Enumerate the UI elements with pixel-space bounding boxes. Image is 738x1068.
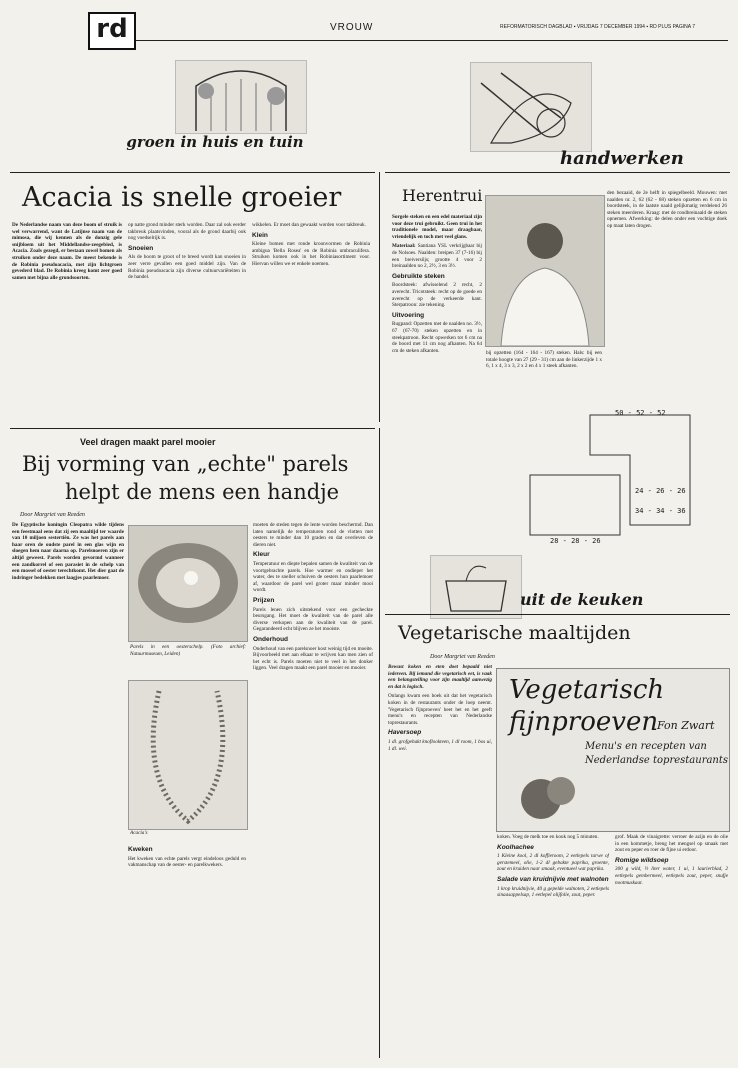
handwork-top-rule [385, 172, 730, 173]
garden-col1 [12, 222, 122, 420]
pearls-col2b-text: Temperatuur en diepte bepalen samen de kwaliteit van de voortgebrachte parels. Hoe warmer en ondieper het water, des te sneller schuiven de oesters hun paarlemoer af, waardoor de parel wel groter maar minder mooi wordt. [253, 560, 373, 594]
garden-top-rule [10, 172, 375, 173]
handwork-sub-steken: Gebruikte steken [392, 272, 445, 280]
book-promo [496, 668, 730, 832]
pearls-col2-bottom [128, 845, 246, 1050]
garden-col3b-text: Kleine bomen met ronde kroonvormen de Robinia ambigua 'Bella Rosea' en de Robinia umbraculifera. Struiken komen ook in het Robiniasortiment voor. Hiervan willen we er enkele noemen. [252, 241, 370, 267]
kitchen-banner: uit de keuken [520, 590, 644, 609]
center-divider [379, 172, 380, 422]
handwork-banner: handwerken [560, 148, 684, 169]
kitchen-top-rule [385, 614, 730, 615]
handwork-col3: den bezaaid, de 2e helft in spiegelbeeld. Mouwen: met naalden nr. 2, 62 (62 - 68) steken opzetten en 6 cm in boordsteek, in de laatste naald gelijkmatig verdelend 26 steken meerderen. Kraag: met de rondbreinaald de steken opnemen. Afwerking: de delen onder een vochtige doek op maat laten drogen. [607, 190, 727, 229]
garden-banner: groen in huis en tuin [126, 133, 304, 151]
book-author: Fon Zwart [657, 719, 715, 732]
diagram-label-2: 24 - 26 - 26 [635, 487, 686, 495]
yarn-icon [471, 63, 591, 151]
pearls-sub-prijzen: Prijzen [253, 596, 275, 604]
garden-sub-snoeien: Snoeien [128, 244, 154, 252]
handwork-sub-uitvoering: Uitvoering [392, 311, 425, 319]
pearls-col1-text: De Egyptische koningin Cleopatra wilde tijdens een feestmaal eens dat zij een maaltijd ter waarde van 10 miljoen sestertiën. Ze was het parels aan haar oren de oudste parel in een glas wijn en sloegen hem naar daarna op. Parelsnoeren zijn er altijd geweest. Parels worden gevormd wanneer een zandkorrel of een parasiet in de schelp van een mossel of oester terechtkomt. Het dier gaat de indringer bedekken met laagjes paarlemoer. [12, 522, 124, 581]
kitchen-col2-text: koken. Voeg de melk toe en kook nog 5 minuten. [497, 834, 599, 840]
pearls-sub-kleur: Kleur [253, 551, 270, 559]
book-sub-2: Nederlandse toprestaurants [585, 755, 729, 766]
garden-illustration [175, 60, 307, 134]
garden-col3-text: wikkelen. Er moet dan gewaakt worden voor takbreuk. [252, 222, 366, 228]
handwork-col1 [392, 214, 482, 540]
necklace-caption: Acacia's [130, 830, 148, 836]
kitchen-sub-wildsoep: Romige wildsoep [615, 856, 669, 864]
pearls-sub-kweken: Kweken [128, 846, 153, 853]
shell-icon [129, 526, 247, 641]
handwork-body1: Boordsteek: afwisselend 2 recht, 2 averecht. Tricotsteek: recht op de goede en averecht op de verkeerde kant. Sterpatroon: zie tekening. [392, 282, 482, 309]
oyster-caption: Parels in een oesterschelp. (Foto archief: Natuurmuseum, Leiden) [130, 644, 246, 657]
pearls-col2 [253, 522, 373, 1052]
diagram-label-4: 28 - 28 - 26 [550, 537, 601, 545]
kitchen-salad: 1 krop kruidnijvie, 40 g gepelde walnoten, 2 eetlepels sinaasappelsap, 1 eetlepel olijfolie, zout, peper. [497, 885, 609, 899]
kitchen-col2 [497, 834, 609, 1054]
pot-icon [431, 556, 521, 618]
pearls-col1 [12, 522, 124, 1052]
necklace-icon [129, 681, 247, 829]
handwork-intro: Sorgele steken en een edel materiaal zijn voor deze trui gebruikt. Geen trui in het traditionele model, maar draagbaar, vriendelijk en toch met veel glans. [392, 214, 482, 240]
diagram-label-3: 34 - 34 - 36 [635, 507, 686, 515]
pearls-headline-1: Bij vorming van „echte" parels [22, 452, 349, 476]
kitchen-sub-haversoep: Haversoep [388, 729, 422, 737]
newspaper-logo: rd [88, 12, 136, 50]
pearls-kicker: Veel dragen maakt parel mooier [80, 437, 216, 447]
garden-col2-text: op natte grond minder sterk worden. Daar zal ook eerder takbreuk plaatsvinden, vooral als de grond daarbij ook nog voedselrijk is. [128, 222, 246, 242]
kitchen-intro: Bewust koken en eten doet bepaald niet iedereen. Bij iemand die vegetarisch eet, is vaak een belangstelling voor zijn maaltijd aanwezig en dat is logisch. [388, 664, 492, 690]
pearls-headline-2: helpt de mens een handje [65, 480, 340, 504]
kitchen-illustration [430, 555, 522, 619]
pearls-col3-text: Onderhoud van een parelsnoer kost weinig tijd en moeite. Bijvoorbeeld met aan elkaar te wrijven kan men zien of het echt is. Parels moeten niet te veel in het donker liggen. Veel dragen maakt een parel mooier en mooier. [253, 645, 373, 672]
pearls-col2c-text: Parels lenen zich uitstekend voor een gecheckte beursgang. Het moet de kwaliteit van de parel alle diverse verkopen aan de kwaliteit van de parel. Gegarandeerd echt blijven ze het mooiste. [253, 606, 373, 633]
kitchen-wildsoep: 300 g wild, ½ liter water, 1 ui, 1 laurierblad, 2 eetlepels gembermeel, eetlepels zout, peper, snufje nootmuskaat. [615, 866, 728, 886]
book-title-1: Vegetarisch [509, 675, 665, 705]
oyster-photo [128, 525, 248, 642]
handwork-body2: Rugpand: Opzetten met de naalden no. 3½, 67 (67-70) steken opzetten en in steekpatroon. Recht opwerken tot 6 cm na de boord met 11 cm nog afkanten. Na 64 cm de steken afkanten. [392, 321, 482, 354]
vegetable-icon [511, 769, 591, 827]
pearls-col2d-text: Het kweken van echte parels vergt eindeloos geduld en vakmanschap van de oester- en parelkwekers. [128, 855, 246, 869]
kitchen-haversoep: 1 dl. grofgehakt knoflookteen, 1 dl room, 1 bos ui, 1 dl. wei. [388, 738, 492, 752]
pattern-shape-icon [520, 395, 730, 545]
knitting-illustration [470, 62, 592, 152]
garden-col2 [128, 222, 246, 420]
garden-col3 [252, 222, 370, 420]
kitchen-col3-text: grof. Maak de vinaigrette: verroer de azijn en de olie in een kommetje, breng het mengsel op smaak met zout en peper en roer de fijne ui erdoor. [615, 834, 728, 854]
pattern-diagram [520, 395, 730, 545]
pearls-col2-text: moeten de steden tegen de lente worden beschermd. Dan laten namelijk de temperaturen rond de vlotten met oesters te minder dan 10 graden en dat overleven de dieren niet. [253, 522, 373, 548]
sweater-caption: bij opzetten (164 - 164 - 167) steken. Hals: bij een totale hoogte van 27 (29 - 31) cm aan de linkerzijde 1 x 6, 1 x 4, 3 x 3, 2 x 2 en 4 x 1 steek afkanten. [486, 350, 602, 370]
kitchen-koolhachee: 1 Kleine kool, 2 dl koffieroom, 2 eetlepels tarwe of gerstemeel, olie, 1-2 dl gebakte paprika, groente, zout en kruiden naar smaak, eventueel wat paprika. [497, 853, 609, 873]
book-sub-1: Menu's en recepten van [585, 741, 707, 752]
handwork-materials-label: Materiaal: [392, 243, 416, 250]
pearls-sub-onderhoud: Onderhoud [253, 635, 289, 643]
pearls-top-rule [10, 428, 375, 429]
garden-col1-text: De Nederlandse naam van deze boom of struik is wel verwarrend, want de Latijnse naam van de mimosa, die wij kennen als de donzig gele snijbloem uit het Middellandse-zeegebied, is Acacia. Zoals gezegd, er bestaan zowel bomen als struiken onder deze naam. De meest bekende is de Robinia pseudoacacia, met zijn lichtgroen gevederd blad. De Robinia kreeg komt zeer goed samen met bijna alle grondsoorten. [12, 222, 122, 281]
kitchen-body: Onlangs kwam een boek uit dat het vegetarisch koken in de restaurants onder de loep neemt. 'Vegetarisch fijnproeven' heet het en het geeft menu's en recepten van Nederlandse toprestaurants. [388, 693, 492, 726]
handwork-materials: Santiana YSL verkrijgbaar bij de Nolsoes. Naalden: breipen 37 (7-16) bij een breiversiljs; grootte 4 voor 2 breinaalden no 2, 2½, 3 en 3½. [392, 243, 482, 270]
diagram-label-1: 50 - 52 - 52 [615, 409, 666, 417]
garden-headline: Acacia is snelle groeier [22, 182, 342, 213]
kitchen-col3 [615, 834, 728, 1054]
kitchen-sub-koolhachee: Koolhachee [497, 843, 534, 851]
publication-info: REFORMATORISCH DAGBLAD ▪ VRIJDAG 7 DECEMBER 1994 ▪ RD PLUS PAGINA 7 [500, 24, 695, 30]
lower-center-divider [379, 428, 380, 1058]
handwork-headline: Herentrui [402, 186, 483, 205]
garden-col2b-text: Als de boom te groot of te breed wordt kan snoeien in zeer verre gevallen een goed middel zijn. Van de Robinia pseudoacacia zijn diverse cultuurvariëteiten in de handel. [128, 254, 246, 281]
kitchen-headline: Vegetarische maaltijden [398, 622, 631, 644]
kitchen-sub-salad: Salade van kruidnijvie met walnoten [497, 875, 609, 883]
kitchen-col1 [388, 664, 492, 1054]
section-title: VROUW [330, 22, 374, 33]
person-icon [486, 196, 604, 346]
necklace-photo [128, 680, 248, 830]
sweater-photo [485, 195, 605, 347]
book-title-2: fijnproeven [509, 707, 659, 737]
kitchen-byline: Door Margriet van Reeden [430, 654, 495, 660]
garden-sub-klein: Klein [252, 231, 268, 239]
pearls-byline: Door Margriet van Reeden [20, 512, 85, 518]
trellis-icon [176, 61, 306, 133]
